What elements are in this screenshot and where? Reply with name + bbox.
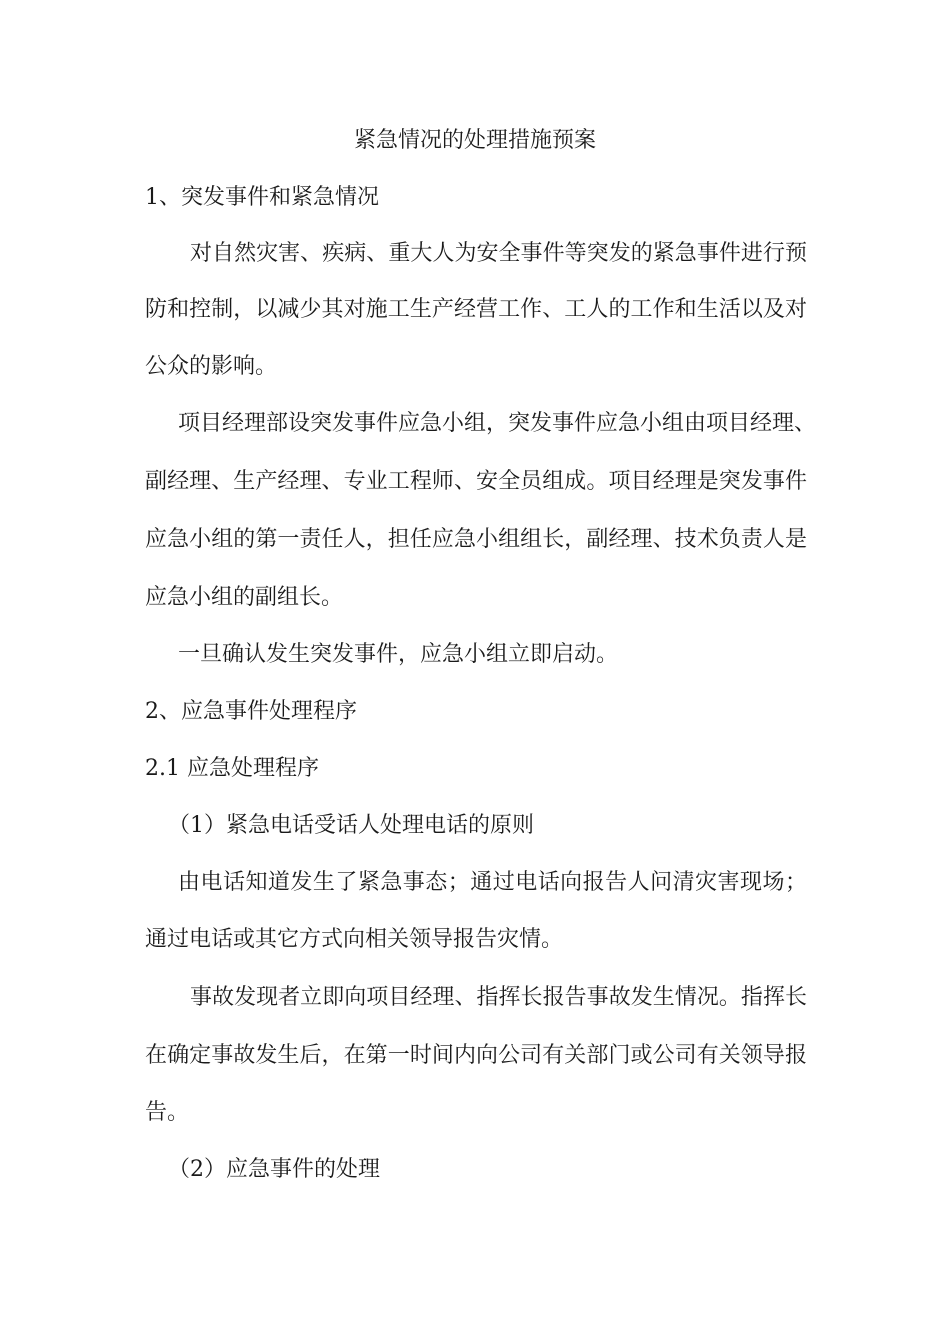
section-heading-2: 2、应急事件处理程序 <box>145 699 357 724</box>
paragraph-line: 副经理、生产经理、专业工程师、安全员组成。项目经理是突发事件 <box>145 469 807 494</box>
document-title: 紧急情况的处理措施预案 <box>353 128 596 153</box>
paragraph-line: 对自然灾害、疾病、重大人为安全事件等突发的紧急事件进行预 <box>190 241 807 266</box>
subsection-heading: 2.1 应急处理程序 <box>145 756 319 781</box>
item-heading: （1）紧急电话受话人处理电话的原则 <box>168 813 534 838</box>
paragraph-line: 一旦确认发生突发事件，应急小组立即启动。 <box>178 642 619 667</box>
paragraph-line: 通过电话或其它方式向相关领导报告灾情。 <box>145 927 564 952</box>
item-heading: （2）应急事件的处理 <box>168 1157 380 1182</box>
paragraph-line: 告。 <box>145 1100 190 1125</box>
paragraph-line: 由电话知道发生了紧急事态；通过电话向报告人问清灾害现场； <box>178 870 807 895</box>
paragraph-line: 应急小组的第一责任人，担任应急小组组长，副经理、技术负责人是 <box>145 527 807 552</box>
section-heading-1: 1、突发事件和紧急情况 <box>145 185 379 210</box>
paragraph-line: 在确定事故发生后，在第一时间内向公司有关部门或公司有关领导报 <box>145 1043 807 1068</box>
paragraph-line: 防和控制，以减少其对施工生产经营工作、工人的工作和生活以及对 <box>145 297 807 322</box>
paragraph-line: 应急小组的副组长。 <box>145 585 344 610</box>
paragraph-line: 项目经理部设突发事件应急小组，突发事件应急小组由项目经理、 <box>178 411 817 436</box>
paragraph-line: 公众的影响。 <box>145 354 278 379</box>
paragraph-line: 事故发现者立即向项目经理、指挥长报告事故发生情况。指挥长 <box>190 985 807 1010</box>
